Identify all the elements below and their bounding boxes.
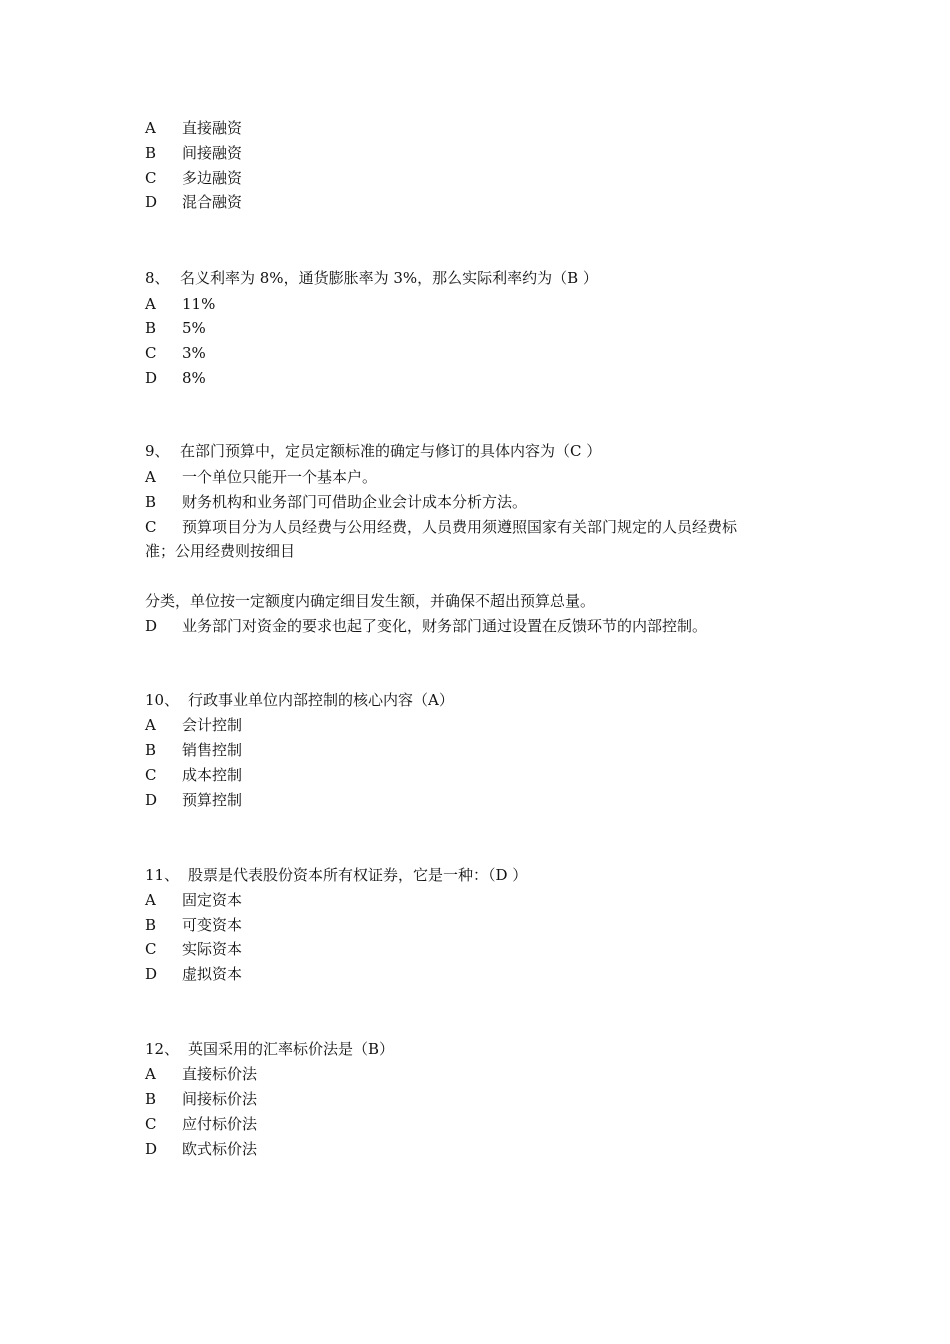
option-row [145, 1064, 257, 1084]
option-label: C [145, 169, 157, 187]
option-text: 固定资本 [182, 891, 243, 909]
option-row [145, 939, 242, 959]
option-text: 11% [182, 295, 216, 313]
option-row [145, 168, 242, 188]
option-label: D [145, 791, 158, 809]
option-text: 一个单位只能开一个基本户。 [182, 468, 378, 486]
option-text: 实际资本 [182, 940, 243, 958]
option-continuation: 准；公用经费则按细目 [145, 542, 296, 560]
option-text: 5% [182, 319, 206, 337]
option-label: B [145, 319, 157, 337]
option-row [145, 915, 242, 935]
option-label: A [145, 468, 156, 486]
option-row [145, 294, 215, 314]
option-row [145, 890, 242, 910]
option-label: A [145, 716, 156, 734]
option-label: C [145, 518, 157, 536]
option-label: B [145, 493, 157, 511]
option-text: 直接标价法 [182, 1065, 258, 1083]
option-row [145, 790, 242, 810]
option-text: 会计控制 [182, 716, 243, 734]
option-row [145, 368, 206, 388]
question-9-stem [145, 441, 601, 461]
option-text: 直接融资 [182, 119, 243, 137]
question-number: 11、 [145, 866, 180, 884]
option-text: 8% [182, 369, 206, 387]
option-label: B [145, 916, 157, 934]
option-row [145, 616, 707, 636]
option-text: 多边融资 [182, 169, 243, 187]
option-row [145, 118, 242, 138]
question-number: 10、 [145, 691, 180, 709]
option-label: D [145, 965, 158, 983]
option-row [145, 517, 737, 537]
option-text: 成本控制 [182, 766, 243, 784]
option-label: D [145, 369, 158, 387]
option-label: C [145, 1115, 157, 1133]
option-text: 预算控制 [182, 791, 243, 809]
option-row [145, 715, 242, 735]
option-label: B [145, 741, 157, 759]
option-row [145, 318, 206, 338]
question-12-stem [145, 1039, 394, 1059]
option-text: 财务机构和业务部门可借助企业会计成本分析方法。 [182, 493, 528, 511]
question-number: 8、 [145, 269, 170, 287]
option-label: D [145, 193, 158, 211]
question-text: 在部门预算中，定员定额标准的确定与修订的具体内容为（C ） [180, 442, 602, 460]
question-number: 9、 [145, 442, 170, 460]
option-row [145, 740, 242, 760]
option-text: 销售控制 [182, 741, 243, 759]
option-continuation: 分类，单位按一定额度内确定细目发生额，并确保不超出预算总量。 [145, 592, 596, 610]
option-label: A [145, 891, 156, 909]
option-row [145, 492, 527, 512]
option-row [145, 1089, 257, 1109]
question-text: 英国采用的汇率标价法是（B） [188, 1040, 395, 1058]
option-text: 业务部门对资金的要求也起了变化，财务部门通过设置在反馈环节的内部控制。 [182, 617, 708, 635]
option-text: 可变资本 [182, 916, 243, 934]
question-text: 名义利率为 8%，通货膨胀率为 3%，那么实际利率约为（B ） [180, 269, 598, 287]
option-text: 虚拟资本 [182, 965, 243, 983]
option-label: D [145, 617, 158, 635]
question-text: 股票是代表股份资本所有权证券，它是一种：（D ） [188, 866, 528, 884]
option-row [145, 1139, 257, 1159]
option-row [145, 964, 242, 984]
option-text: 预算项目分为人员经费与公用经费，人员费用须遵照国家有关部门规定的人员经费标 [182, 518, 738, 536]
option-label: D [145, 1140, 158, 1158]
question-10-stem [145, 690, 454, 710]
option-text: 间接标价法 [182, 1090, 258, 1108]
option-label: C [145, 940, 157, 958]
option-row [145, 765, 242, 785]
option-row [145, 192, 242, 212]
option-text: 应付标价法 [182, 1115, 258, 1133]
option-row [145, 343, 206, 363]
option-text: 间接融资 [182, 144, 243, 162]
question-text: 行政事业单位内部控制的核心内容（A） [188, 691, 454, 709]
option-label: A [145, 295, 156, 313]
question-number: 12、 [145, 1040, 180, 1058]
option-row [145, 143, 242, 163]
option-row [145, 1114, 257, 1134]
option-label: C [145, 766, 157, 784]
option-label: B [145, 1090, 157, 1108]
option-row [145, 467, 377, 487]
option-label: A [145, 119, 156, 137]
option-text: 欧式标价法 [182, 1140, 258, 1158]
question-8-stem [145, 268, 598, 288]
option-text: 混合融资 [182, 193, 243, 211]
question-11-stem [145, 865, 527, 885]
option-text: 3% [182, 344, 206, 362]
option-label: B [145, 144, 157, 162]
option-label: C [145, 344, 157, 362]
option-label: A [145, 1065, 156, 1083]
